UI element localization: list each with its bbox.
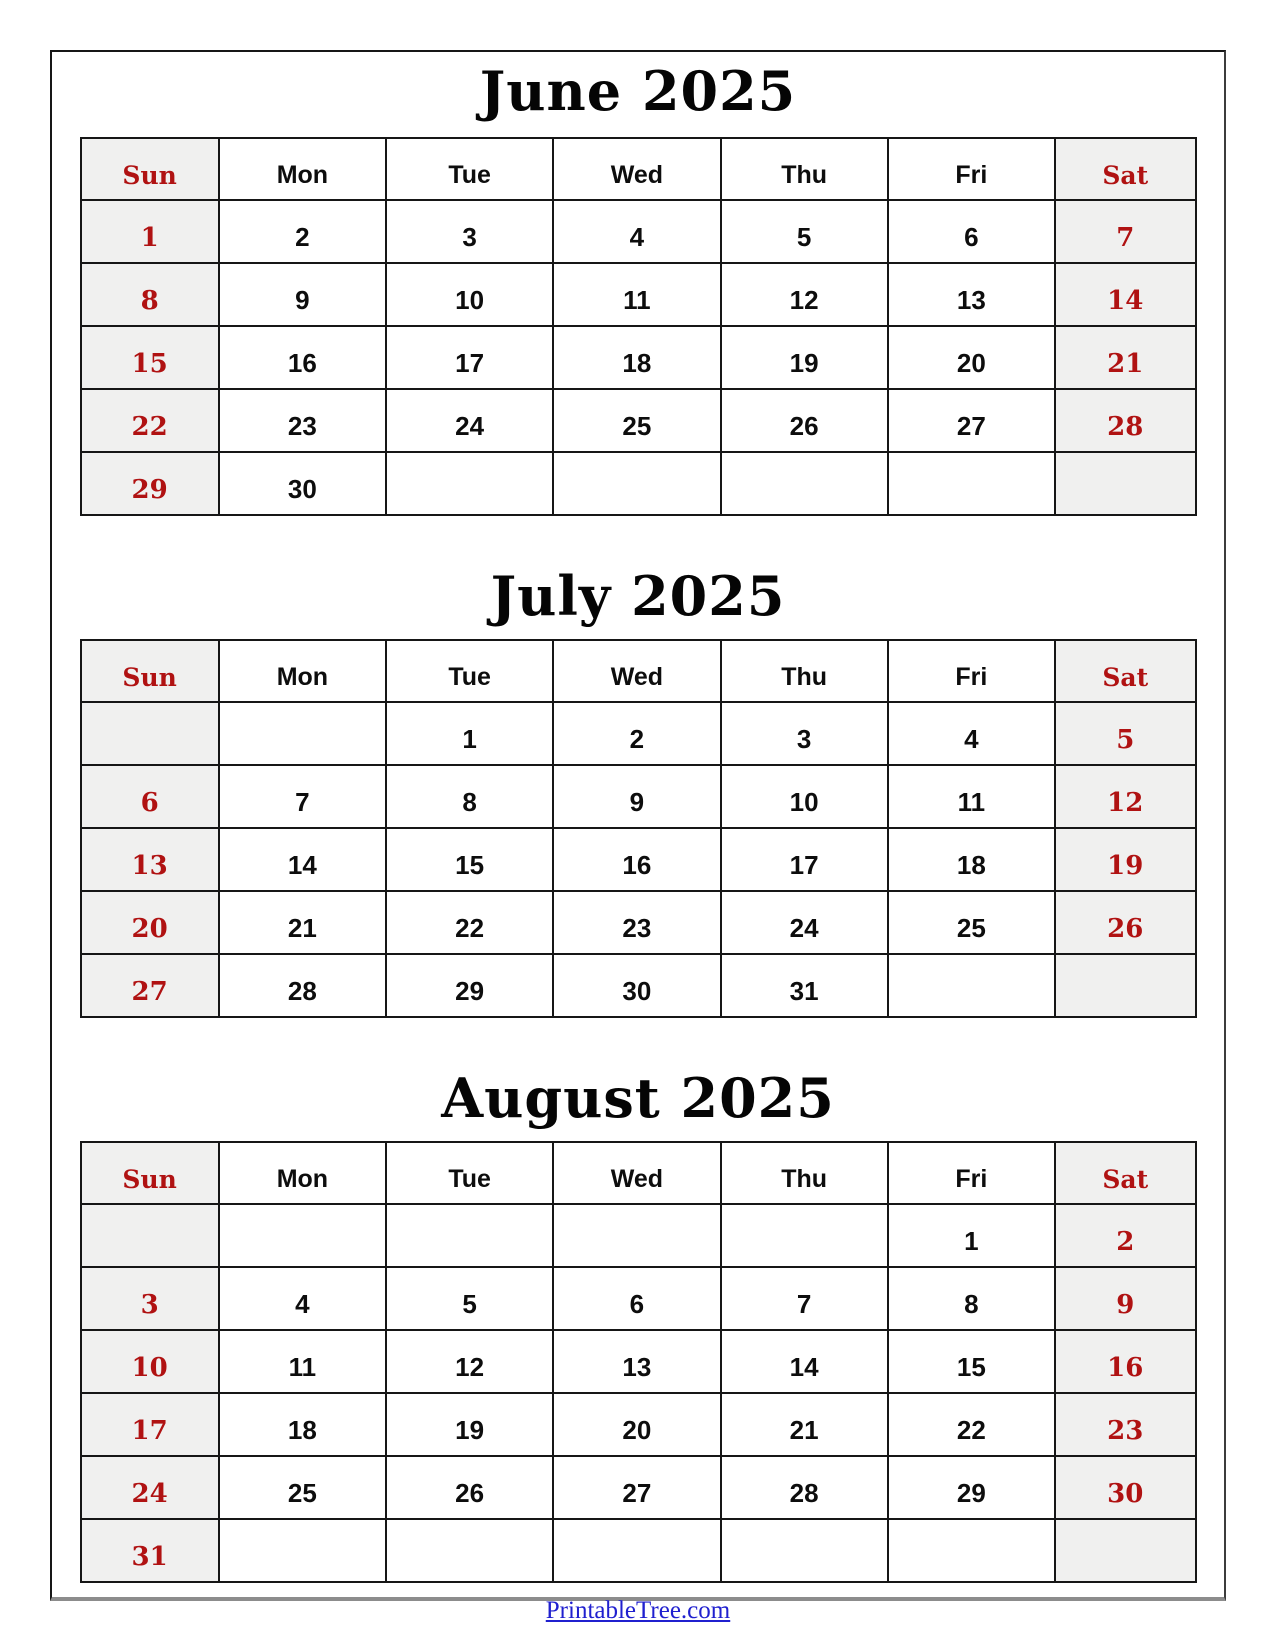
day-cell: 3 [721, 702, 888, 765]
weekday-header-mon: Mon [219, 138, 386, 200]
day-cell: 16 [1055, 1330, 1195, 1393]
empty-day-cell [386, 1519, 553, 1582]
day-cell: 16 [219, 326, 386, 389]
day-cell: 10 [81, 1330, 219, 1393]
day-cell: 31 [81, 1519, 219, 1582]
day-cell: 13 [553, 1330, 720, 1393]
week-row [81, 200, 1196, 263]
day-cell: 2 [553, 702, 720, 765]
footer [52, 1597, 1224, 1625]
empty-day-cell [1055, 1519, 1195, 1582]
day-cell: 5 [1055, 702, 1195, 765]
day-cell: 9 [219, 263, 386, 326]
empty-day-cell [219, 1519, 386, 1582]
day-cell: 9 [1055, 1267, 1195, 1330]
weekday-header-sun: Sun [81, 138, 219, 200]
day-cell: 27 [81, 954, 219, 1017]
day-cell: 28 [721, 1456, 888, 1519]
day-cell: 11 [888, 765, 1055, 828]
day-cell: 13 [81, 828, 219, 891]
week-row [81, 1393, 1196, 1456]
day-cell: 22 [81, 389, 219, 452]
day-cell: 10 [721, 765, 888, 828]
day-cell: 30 [553, 954, 720, 1017]
day-cell: 26 [386, 1456, 553, 1519]
day-cell: 7 [219, 765, 386, 828]
day-cell: 12 [721, 263, 888, 326]
day-cell: 17 [721, 828, 888, 891]
week-row [81, 1456, 1196, 1519]
day-cell: 6 [553, 1267, 720, 1330]
empty-day-cell [219, 1204, 386, 1267]
day-cell: 2 [1055, 1204, 1195, 1267]
day-cell: 25 [219, 1456, 386, 1519]
day-cell: 22 [386, 891, 553, 954]
day-cell: 24 [81, 1456, 219, 1519]
weekday-header-sat: Sat [1055, 138, 1195, 200]
empty-day-cell [888, 1519, 1055, 1582]
month-title-june: June 2025 [479, 59, 797, 123]
day-cell: 25 [553, 389, 720, 452]
day-cell: 1 [81, 200, 219, 263]
day-cell: 18 [553, 326, 720, 389]
day-cell: 6 [888, 200, 1055, 263]
day-cell: 5 [386, 1267, 553, 1330]
day-cell: 21 [219, 891, 386, 954]
weekday-header-fri: Fri [888, 1142, 1055, 1204]
day-cell: 20 [553, 1393, 720, 1456]
day-cell: 16 [553, 828, 720, 891]
day-cell: 15 [386, 828, 553, 891]
empty-day-cell [1055, 954, 1195, 1017]
day-cell: 3 [81, 1267, 219, 1330]
day-cell: 23 [553, 891, 720, 954]
week-row [81, 1330, 1196, 1393]
day-cell: 24 [386, 389, 553, 452]
day-cell: 1 [888, 1204, 1055, 1267]
empty-day-cell [81, 702, 219, 765]
day-cell: 20 [81, 891, 219, 954]
calendar-table-august [80, 1141, 1197, 1583]
weekday-header-thu: Thu [721, 1142, 888, 1204]
day-cell: 30 [219, 452, 386, 515]
day-cell: 8 [81, 263, 219, 326]
weekday-header-sun: Sun [81, 640, 219, 702]
day-cell: 17 [81, 1393, 219, 1456]
day-cell: 29 [81, 452, 219, 515]
weekday-header-wed: Wed [553, 138, 720, 200]
day-cell: 31 [721, 954, 888, 1017]
week-row [81, 452, 1196, 515]
empty-day-cell [386, 452, 553, 515]
week-row [81, 1519, 1196, 1582]
day-cell: 13 [888, 263, 1055, 326]
day-cell: 19 [721, 326, 888, 389]
empty-day-cell [1055, 452, 1195, 515]
weekday-header-sat: Sat [1055, 640, 1195, 702]
weekday-header-mon: Mon [219, 640, 386, 702]
week-row [81, 765, 1196, 828]
day-cell: 8 [386, 765, 553, 828]
weekday-header-tue: Tue [386, 640, 553, 702]
day-cell: 2 [219, 200, 386, 263]
weekday-header-thu: Thu [721, 138, 888, 200]
weekday-header-thu: Thu [721, 640, 888, 702]
month-section-august [52, 1066, 1224, 1583]
day-cell: 15 [81, 326, 219, 389]
day-cell: 27 [888, 389, 1055, 452]
week-row [81, 326, 1196, 389]
month-title-august: August 2025 [441, 1066, 835, 1130]
empty-day-cell [721, 452, 888, 515]
page-frame [50, 50, 1226, 1624]
day-cell: 12 [1055, 765, 1195, 828]
day-cell: 28 [219, 954, 386, 1017]
day-cell: 9 [553, 765, 720, 828]
day-cell: 18 [219, 1393, 386, 1456]
day-cell: 4 [553, 200, 720, 263]
weekday-header-wed: Wed [553, 1142, 720, 1204]
empty-day-cell [888, 452, 1055, 515]
day-cell: 23 [219, 389, 386, 452]
calendar-table-june [80, 137, 1197, 516]
day-cell: 12 [386, 1330, 553, 1393]
month-section-july [52, 564, 1224, 1018]
day-cell: 25 [888, 891, 1055, 954]
day-cell: 19 [386, 1393, 553, 1456]
weekday-header-sat: Sat [1055, 1142, 1195, 1204]
empty-day-cell [386, 1204, 553, 1267]
day-cell: 23 [1055, 1393, 1195, 1456]
weekday-header-mon: Mon [219, 1142, 386, 1204]
calendar-table-july [80, 639, 1197, 1018]
empty-day-cell [553, 1519, 720, 1582]
day-cell: 3 [386, 200, 553, 263]
weekday-header-row [81, 640, 1196, 702]
day-cell: 29 [888, 1456, 1055, 1519]
day-cell: 4 [219, 1267, 386, 1330]
day-cell: 24 [721, 891, 888, 954]
month-section-june [52, 59, 1224, 516]
day-cell: 30 [1055, 1456, 1195, 1519]
day-cell: 5 [721, 200, 888, 263]
empty-day-cell [553, 452, 720, 515]
empty-day-cell [721, 1204, 888, 1267]
day-cell: 27 [553, 1456, 720, 1519]
day-cell: 18 [888, 828, 1055, 891]
day-cell: 6 [81, 765, 219, 828]
day-cell: 14 [721, 1330, 888, 1393]
weekday-header-row [81, 1142, 1196, 1204]
weekday-header-fri: Fri [888, 138, 1055, 200]
day-cell: 11 [219, 1330, 386, 1393]
day-cell: 10 [386, 263, 553, 326]
day-cell: 21 [1055, 326, 1195, 389]
week-row [81, 828, 1196, 891]
day-cell: 14 [219, 828, 386, 891]
day-cell: 28 [1055, 389, 1195, 452]
month-title-july: July 2025 [490, 564, 786, 628]
weekday-header-row [81, 138, 1196, 200]
day-cell: 26 [721, 389, 888, 452]
empty-day-cell [81, 1204, 219, 1267]
day-cell: 1 [386, 702, 553, 765]
weekday-header-tue: Tue [386, 1142, 553, 1204]
weekday-header-sun: Sun [81, 1142, 219, 1204]
day-cell: 26 [1055, 891, 1195, 954]
day-cell: 8 [888, 1267, 1055, 1330]
day-cell: 14 [1055, 263, 1195, 326]
empty-day-cell [553, 1204, 720, 1267]
empty-day-cell [721, 1519, 888, 1582]
week-row [81, 702, 1196, 765]
week-row [81, 1204, 1196, 1267]
week-row [81, 954, 1196, 1017]
day-cell: 19 [1055, 828, 1195, 891]
day-cell: 20 [888, 326, 1055, 389]
day-cell: 15 [888, 1330, 1055, 1393]
day-cell: 29 [386, 954, 553, 1017]
day-cell: 4 [888, 702, 1055, 765]
weekday-header-wed: Wed [553, 640, 720, 702]
week-row [81, 263, 1196, 326]
week-row [81, 891, 1196, 954]
day-cell: 7 [1055, 200, 1195, 263]
empty-day-cell [888, 954, 1055, 1017]
footer-link[interactable]: PrintableTree.com [545, 1597, 731, 1624]
day-cell: 7 [721, 1267, 888, 1330]
empty-day-cell [219, 702, 386, 765]
weekday-header-tue: Tue [386, 138, 553, 200]
weekday-header-fri: Fri [888, 640, 1055, 702]
week-row [81, 1267, 1196, 1330]
day-cell: 11 [553, 263, 720, 326]
day-cell: 22 [888, 1393, 1055, 1456]
day-cell: 17 [386, 326, 553, 389]
day-cell: 21 [721, 1393, 888, 1456]
week-row [81, 389, 1196, 452]
